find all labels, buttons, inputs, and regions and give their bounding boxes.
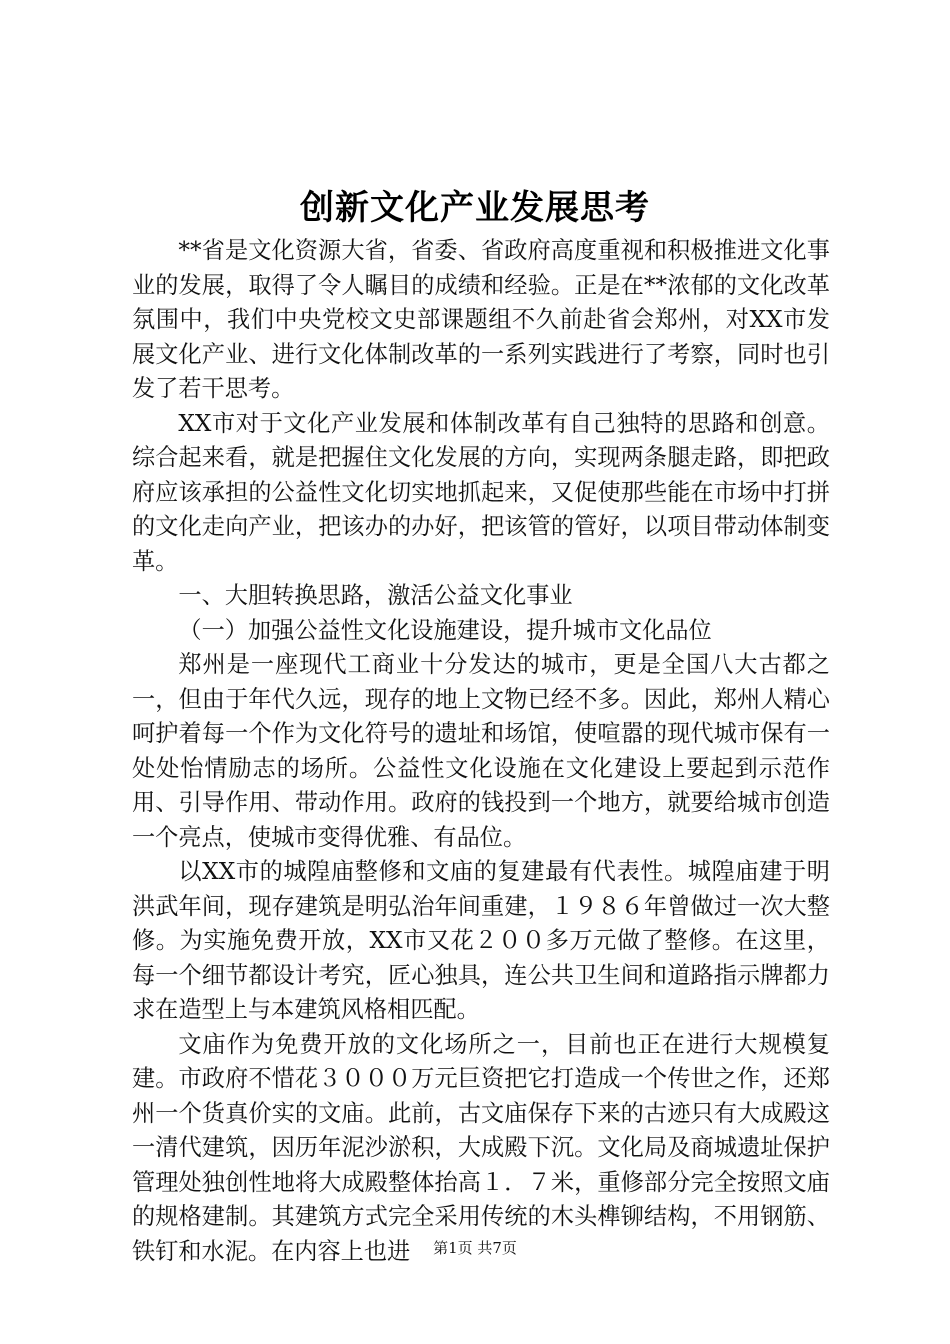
paragraph: 文庙作为免费开放的文化场所之一，目前也正在进行大规模复建。市政府不惜花３０００万元巨资把它打造成一个传世之作，还郑州一个货真价实的文庙。此前，古文庙保存下来的古迹只有大成殿这一清代建筑，因历年泥沙淤积，大成殿下沉。文化局及商城遗址保护管理处独创性地将大成殿整体抬高１．７米，重修部分完全按照文庙的规格建制。其建筑方式完全采用传统的木头榫铆结构，不用钢筋、铁钉和水泥。在内容上也进 <box>132 1030 830 1265</box>
paragraph: XX市对于文化产业发展和体制改革有自己独特的思路和创意。综合起来看，就是把握住文化发展的方向，实现两条腿走路，即把政府应该承担的公益性文化切实地抓起来，又促使那些能在市场中打拼的文化走向产业，把该办的办好，把该管的管好，以项目带动体制变革。 <box>132 409 830 575</box>
subsection-heading: （一）加强公益性文化设施建设，提升城市文化品位 <box>178 616 712 644</box>
paragraph: 郑州是一座现代工商业十分发达的城市，更是全国八大古都之一，但由于年代久远，现存的地上文物已经不多。因此，郑州人精心呵护着每一个作为文化符号的遗址和场馆，使喧嚣的现代城市保有一处处怡情励志的场所。公益性文化设施在文化建设上要起到示范作用、引导作用、带动作用。政府的钱投到一个地方，就要给城市创造一个亮点，使城市变得优雅、有品位。 <box>132 651 830 851</box>
document-body <box>132 234 830 1269</box>
section-heading: 一、大胆转换思路，激活公益文化事业 <box>178 582 573 609</box>
paragraph: **省是文化资源大省，省委、省政府高度重视和积极推进文化事业的发展，取得了令人瞩目的成绩和经验。正是在**浓郁的文化改革氛围中，我们中央党校文史部课题组不久前赴省会郑州，对XX市发展文化产业、进行文化体制改革的一系列实践进行了考察，同时也引发了若干思考。 <box>132 237 830 402</box>
page-number-footer: 第1页 共7页 <box>433 1239 517 1257</box>
document-title: 创新文化产业发展思考 <box>300 188 650 228</box>
paragraph: 以XX市的城隍庙整修和文庙的复建最有代表性。城隍庙建于明洪武年间，现存建筑是明弘治年间重建，１９８６年曾做过一次大整修。为实施免费开放，XX市又花２００多万元做了整修。在这里，每一个细节都设计考究，匠心独具，连公共卫生间和道路指示牌都力求在造型上与本建筑风格相匹配。 <box>132 858 830 1023</box>
